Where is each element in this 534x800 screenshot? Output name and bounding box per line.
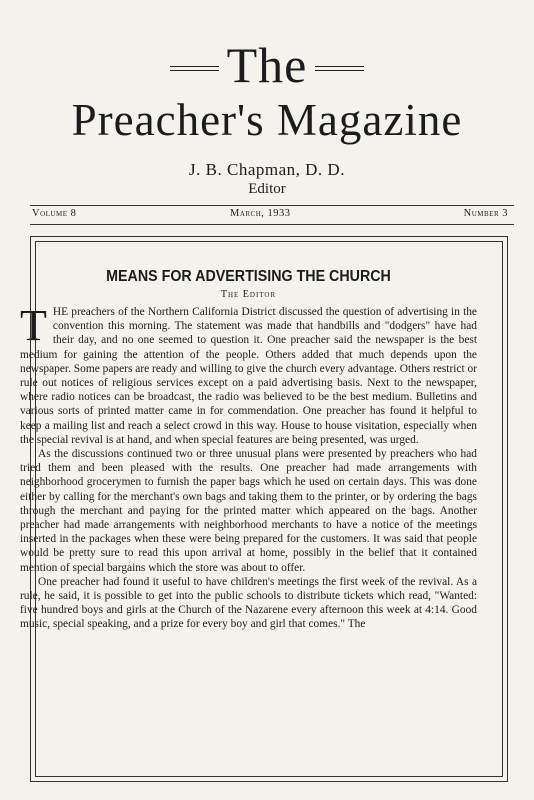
editor-role: Editor bbox=[248, 181, 286, 197]
right-rule-ornament bbox=[312, 66, 364, 71]
issue-number: Number 3 bbox=[463, 208, 508, 219]
paragraph-3: One preacher had found it useful to have children's meetings the first week of the revival. As a rule, he said, it is possible to get into the public schools to distribute tickets which read, "Wanted: five hundred boys and girls at the Church of the Nazarene every afternoon this week at 4:14. Good music, special speaking, and a prize for every boy and girl that comes." The bbox=[20, 575, 477, 631]
masthead bbox=[0, 36, 534, 198]
the-row bbox=[0, 36, 534, 94]
magazine-title: Preacher's Magazine bbox=[71, 95, 463, 145]
left-rule-ornament bbox=[170, 66, 222, 71]
article-title: MEANS FOR ADVERTISING THE CHURCH bbox=[106, 268, 391, 285]
editor-name: J. B. Chapman, D. D. bbox=[189, 160, 345, 179]
volume-label: Volume 8 bbox=[32, 208, 77, 219]
paragraph-2: As the discussions continued two or three unusual plans were presented by preachers who had tried them and been pleased with the results. One preacher had made arrangements with neighborhood grocerymen to furnish the paper bags which he used on certain days. This was done either by calling for the merchant's own bags and taking them to the printer, or by ordering the bags through the merchant and paying for the printed matter which appeared on the bags. Another preacher had made arrangements with neighborhood merchants to have a notice of the meetings inserted in the packages when these were being prepared for the customers. It was said that people would be pretty sure to read this upon arrival at home, possibly in the belief that it contained mention of special bargains which the store was about to offer. bbox=[20, 448, 477, 574]
paragraph-1 bbox=[20, 301, 477, 447]
issue-date: March, 1933 bbox=[230, 208, 291, 219]
article-author: The Editor bbox=[220, 289, 277, 300]
article-body bbox=[20, 301, 477, 632]
article bbox=[20, 268, 477, 632]
issue-info-bar bbox=[30, 205, 514, 225]
magazine-the: The bbox=[219, 36, 316, 94]
paragraph-1-text: HE preachers of the Northern California District discussed the question of advertising in the convention this morning. The statement was made that handbills and "dodgers" have had their day, and no one seemed to question it. One preacher said the newspaper is the best medium for gaining the attention of the people. Others added that much depends upon the newspaper. Some papers are ready and willing to give the church every advantage. Others restrict or rule out notices of religious services except on a paid advertising basis. Next to the newspaper, where radio notices can be broadcast, the radio was believed to be the best medium. Bulletins and various sorts of printed matter came in for commendation. One preacher has found it helpful to keep a mailing list and reach a select crowd in this way. House to house visitation, especially when the special revival is at hand, and when special features are being presented, was urged. bbox=[20, 306, 477, 446]
drop-cap: T bbox=[20, 301, 47, 350]
